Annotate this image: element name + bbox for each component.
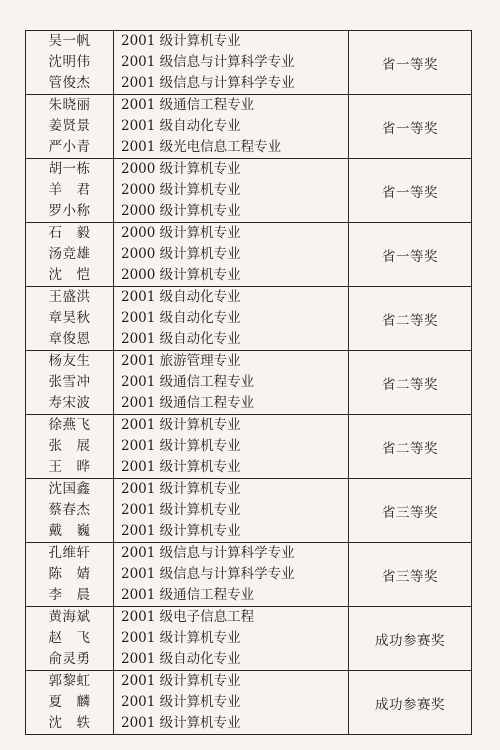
member-name: 俞灵勇 — [48, 650, 91, 667]
member-major: 2001 级计算机专业 — [121, 438, 241, 455]
member-name: 夏 麟 — [48, 694, 91, 711]
member-major: 2001 级电子信息工程 — [121, 609, 255, 626]
award-table — [25, 30, 472, 735]
member-major: 2001 级信息与计算科学专业 — [121, 54, 295, 71]
team-row — [26, 415, 472, 479]
member-name: 沈国鑫 — [48, 481, 91, 498]
team-row — [26, 671, 472, 735]
member-name: 石 毅 — [48, 225, 91, 242]
member-name: 孔维轩 — [48, 545, 91, 562]
award-level: 成功参赛奖 — [349, 671, 472, 735]
team-majors — [114, 95, 349, 159]
member-name: 胡一栋 — [48, 161, 91, 178]
member-major: 2001 级通信工程专业 — [121, 586, 255, 603]
member-name: 沈 恺 — [48, 266, 91, 283]
member-major: 2001 级自动化专业 — [121, 289, 241, 306]
member-name: 郭黎虹 — [48, 673, 91, 690]
member-major: 2001 级通信工程专业 — [121, 97, 255, 114]
member-major: 2000 级计算机专业 — [121, 182, 241, 199]
team-majors — [114, 31, 349, 95]
member-name: 张 展 — [48, 438, 91, 455]
award-level: 省一等奖 — [349, 31, 472, 95]
team-row — [26, 159, 472, 223]
team-members — [26, 287, 114, 351]
member-major: 2001 旅游管理专业 — [121, 353, 241, 370]
team-majors — [114, 223, 349, 287]
member-major: 2001 级计算机专业 — [121, 673, 241, 690]
team-majors — [114, 479, 349, 543]
award-level: 省一等奖 — [349, 159, 472, 223]
member-major: 2001 级计算机专业 — [121, 33, 241, 50]
member-name: 沈 轶 — [48, 714, 91, 731]
member-major: 2001 级自动化专业 — [121, 310, 241, 327]
team-majors — [114, 671, 349, 735]
member-name: 赵 飞 — [48, 630, 91, 647]
team-majors — [114, 415, 349, 479]
team-members — [26, 415, 114, 479]
team-members — [26, 95, 114, 159]
member-name: 戴 巍 — [48, 522, 91, 539]
member-name: 章昊秋 — [48, 310, 91, 327]
member-name: 陈 婧 — [48, 566, 91, 583]
award-level: 省三等奖 — [349, 479, 472, 543]
team-members — [26, 607, 114, 671]
member-major: 2001 级信息与计算科学专业 — [121, 566, 295, 583]
team-majors — [114, 543, 349, 607]
team-members — [26, 543, 114, 607]
team-members — [26, 31, 114, 95]
team-majors — [114, 159, 349, 223]
member-name: 汤竞雄 — [48, 246, 91, 263]
member-major: 2000 级计算机专业 — [121, 246, 241, 263]
member-name: 沈明伟 — [48, 54, 91, 71]
member-name: 徐燕飞 — [48, 417, 91, 434]
team-majors — [114, 607, 349, 671]
member-name: 王 晔 — [48, 458, 91, 475]
member-major: 2000 级计算机专业 — [121, 161, 241, 178]
member-major: 2001 级信息与计算科学专业 — [121, 545, 295, 562]
member-major: 2001 级计算机专业 — [121, 502, 241, 519]
member-major: 2001 级光电信息工程专业 — [121, 138, 282, 155]
team-row — [26, 479, 472, 543]
member-major: 2001 级通信工程专业 — [121, 394, 255, 411]
member-major: 2001 级计算机专业 — [121, 458, 241, 475]
member-name: 罗小称 — [48, 202, 91, 219]
member-name: 严小青 — [48, 138, 91, 155]
team-row — [26, 95, 472, 159]
member-major: 2001 级计算机专业 — [121, 714, 241, 731]
award-level: 省二等奖 — [349, 287, 472, 351]
member-name: 章俊恩 — [48, 330, 91, 347]
team-row — [26, 543, 472, 607]
team-majors — [114, 287, 349, 351]
award-level: 省一等奖 — [349, 95, 472, 159]
member-name: 姜贤景 — [48, 118, 91, 135]
member-name: 朱晓丽 — [48, 97, 91, 114]
member-major: 2001 级信息与计算科学专业 — [121, 74, 295, 91]
award-level: 省三等奖 — [349, 543, 472, 607]
team-members — [26, 351, 114, 415]
member-major: 2001 级计算机专业 — [121, 694, 241, 711]
team-members — [26, 479, 114, 543]
member-name: 李 晨 — [48, 586, 91, 603]
team-members — [26, 159, 114, 223]
member-major: 2001 级自动化专业 — [121, 330, 241, 347]
member-major: 2001 级自动化专业 — [121, 650, 241, 667]
team-row — [26, 351, 472, 415]
award-level: 成功参赛奖 — [349, 607, 472, 671]
team-members — [26, 223, 114, 287]
team-members — [26, 671, 114, 735]
member-major: 2001 级计算机专业 — [121, 522, 241, 539]
member-major: 2000 级计算机专业 — [121, 202, 241, 219]
member-major: 2000 级计算机专业 — [121, 225, 241, 242]
member-name: 管俊杰 — [48, 74, 91, 91]
member-major: 2001 级计算机专业 — [121, 630, 241, 647]
member-name: 黄海斌 — [48, 609, 91, 626]
member-name: 寿宋波 — [48, 394, 91, 411]
member-name: 羊 君 — [48, 182, 91, 199]
award-level: 省一等奖 — [349, 223, 472, 287]
member-major: 2000 级计算机专业 — [121, 266, 241, 283]
member-name: 杨友生 — [48, 353, 91, 370]
member-major: 2001 级计算机专业 — [121, 481, 241, 498]
team-row — [26, 223, 472, 287]
member-name: 吴一帆 — [48, 33, 91, 50]
award-level: 省二等奖 — [349, 351, 472, 415]
member-name: 张雪冲 — [48, 374, 91, 391]
member-name: 蔡春杰 — [48, 502, 91, 519]
team-row — [26, 607, 472, 671]
member-major: 2001 级计算机专业 — [121, 417, 241, 434]
award-list-page — [25, 30, 471, 735]
award-level: 省二等奖 — [349, 415, 472, 479]
team-row — [26, 31, 472, 95]
team-row — [26, 287, 472, 351]
member-name: 王盛洪 — [48, 289, 91, 306]
member-major: 2001 级通信工程专业 — [121, 374, 255, 391]
member-major: 2001 级自动化专业 — [121, 118, 241, 135]
team-majors — [114, 351, 349, 415]
